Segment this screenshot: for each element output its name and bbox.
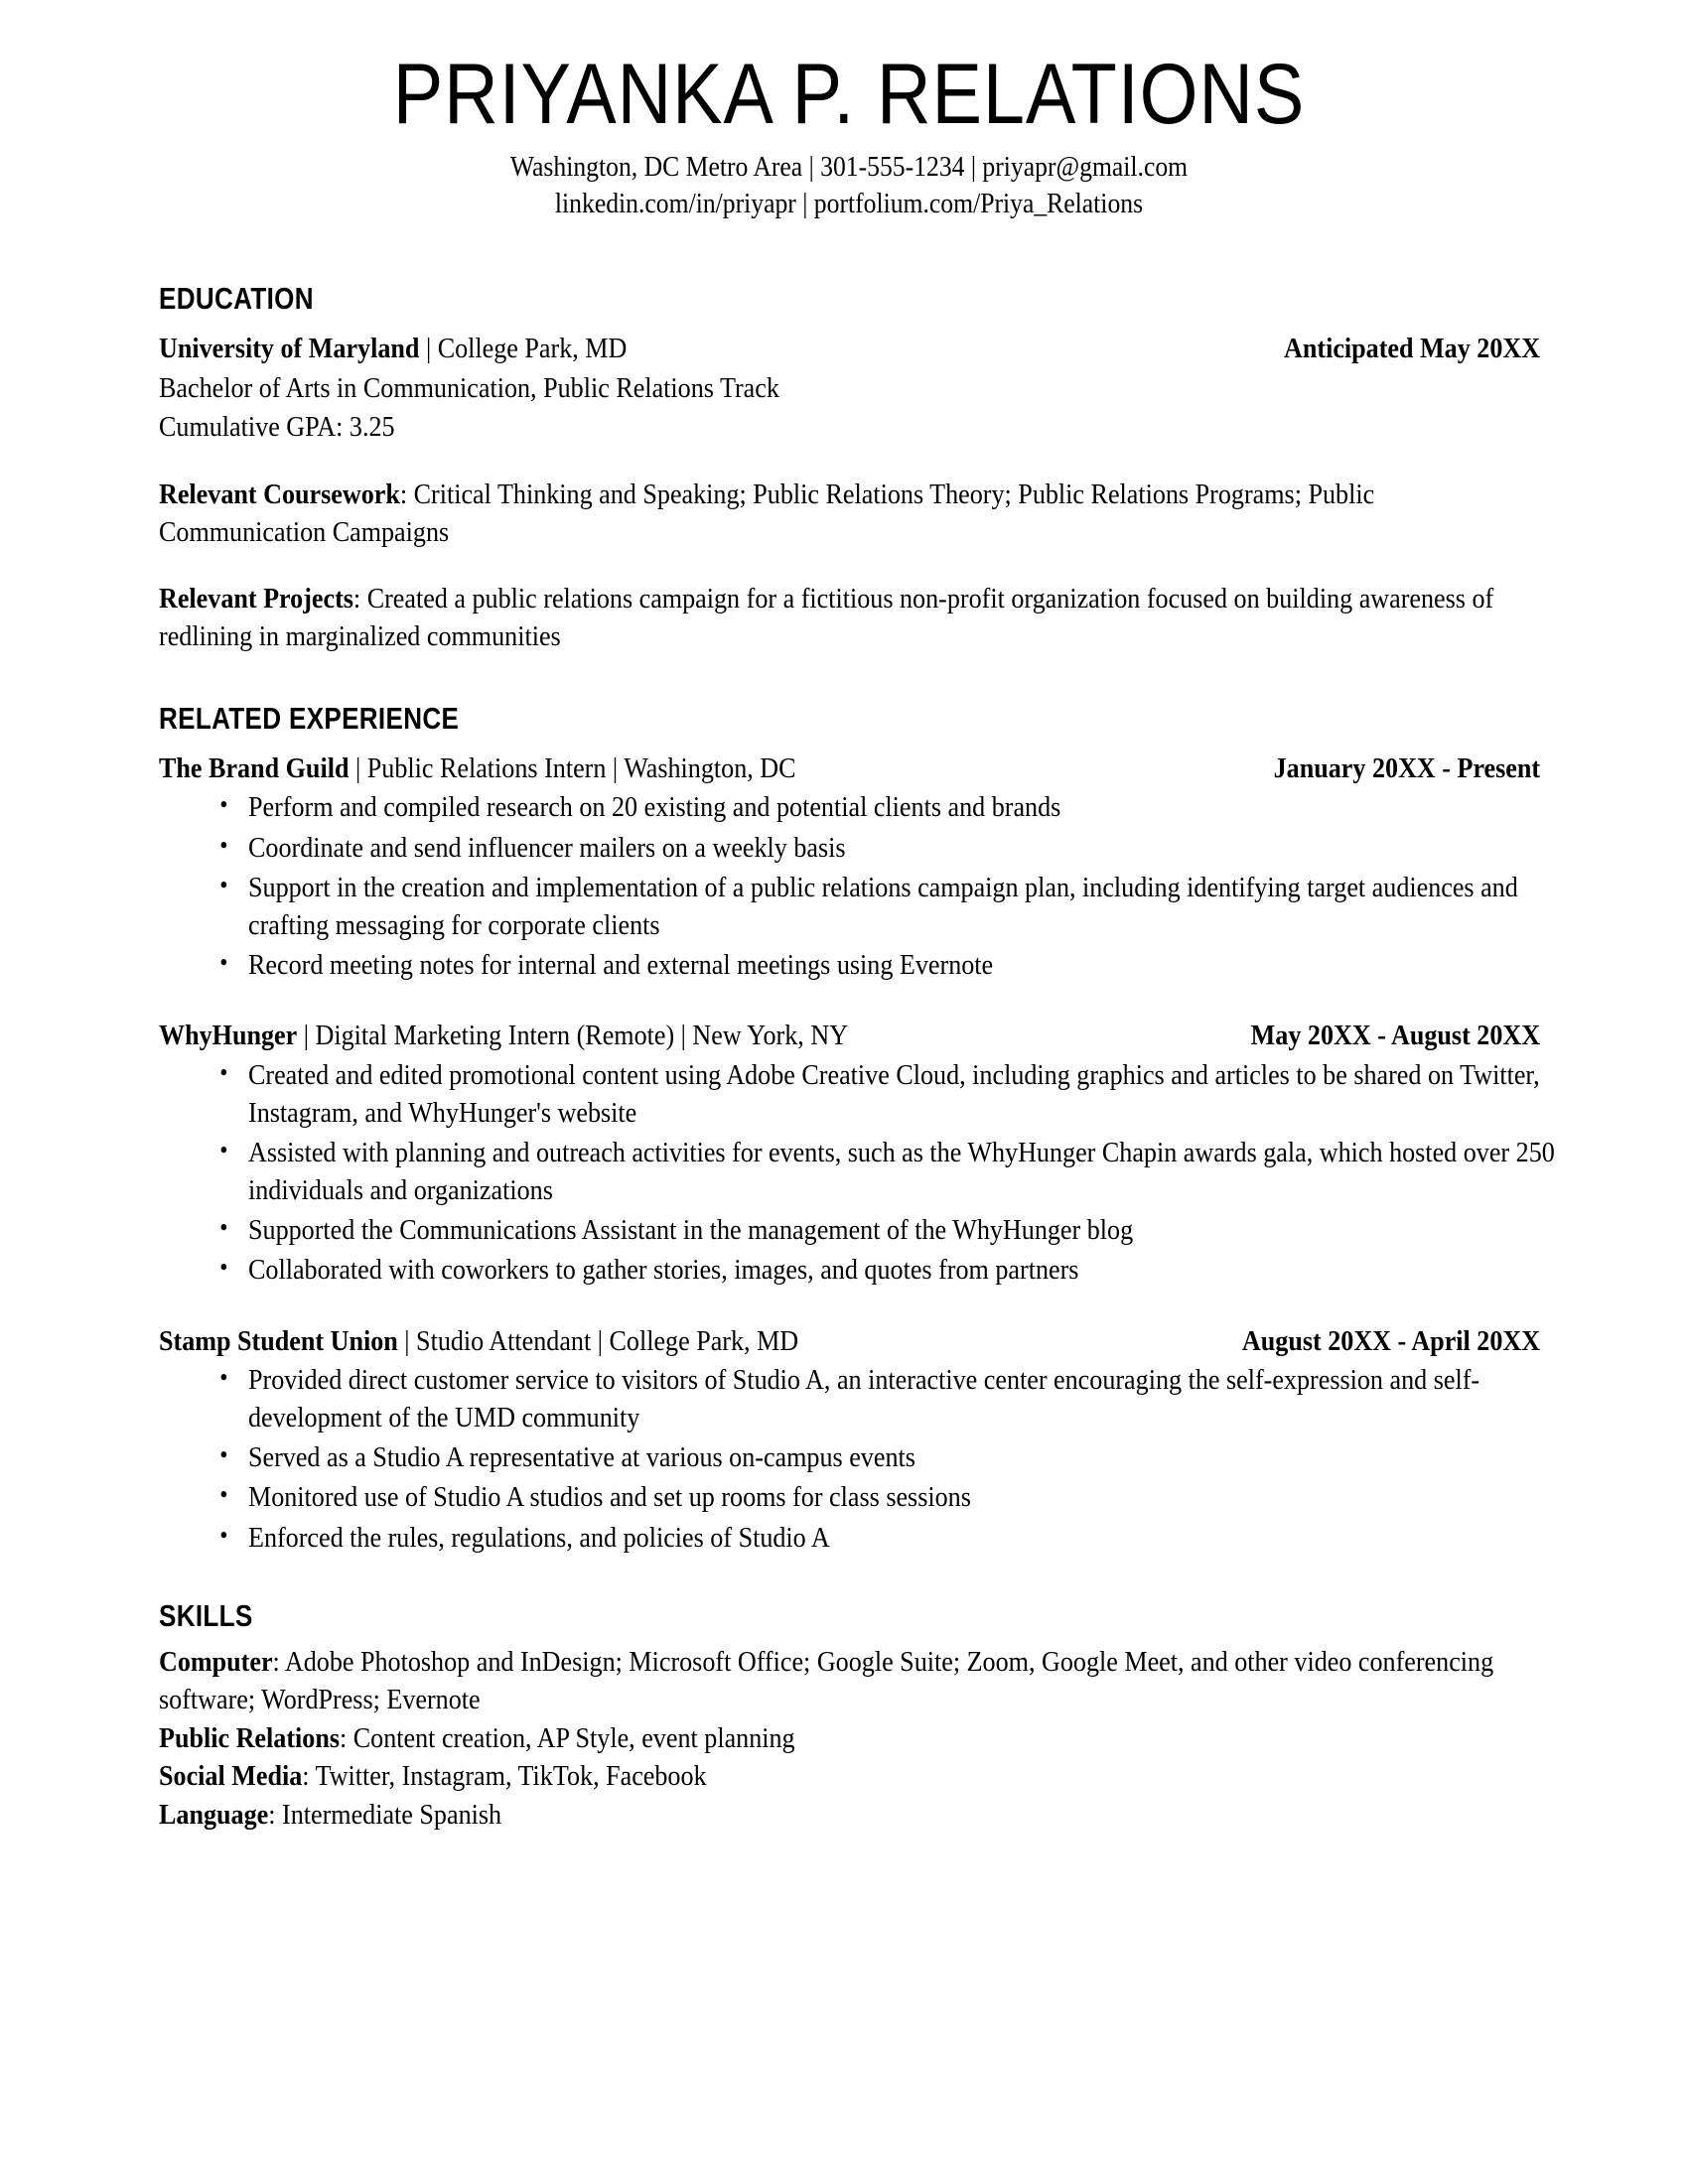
experience-date: May 20XX - August 20XX	[1250, 1020, 1541, 1052]
experience-bullet: • Created and edited promotional content using Adobe Creative Cloud, including graphics and articles to be shared on Twitter, Instagram, and WhyHunger's website	[219, 1057, 1601, 1132]
skills-label: Social Media	[159, 1760, 303, 1793]
education-section	[159, 281, 1539, 656]
experience-entry-header	[159, 1018, 1540, 1055]
education-entry-row	[159, 331, 1540, 368]
experience-bullet: • Perform and compiled research on 20 existing and potential clients and brands	[219, 789, 1601, 827]
experience-bullet-list	[159, 1057, 1601, 1290]
experience-employer-line	[159, 1323, 798, 1361]
skills-value: : Twitter, Instagram, TikTok, Facebook	[302, 1760, 707, 1793]
education-school-name: University of Maryland	[159, 332, 420, 364]
experience-bullet: • Assisted with planning and outreach activities for events, such as the WhyHunger Chapin awards gala, which hosted over 250 individuals and organizations	[219, 1135, 1601, 1209]
experience-bullet: • Record meeting notes for internal and external meetings using Evernote	[219, 947, 1601, 985]
skills-row-language	[159, 1797, 1540, 1835]
candidate-name: PRIYANKA P. RELATIONS	[392, 47, 1306, 142]
skills-label: Language	[159, 1799, 269, 1832]
experience-bullet: • Provided direct customer service to visitors of Studio A, an interactive center encouraging the self-expression and self-development of the UMD community	[219, 1362, 1601, 1436]
experience-role-location: | Digital Marketing Intern (Remote) | New York, NY	[297, 1020, 849, 1052]
experience-entry	[159, 1018, 1555, 1289]
experience-date: August 20XX - April 20XX	[1241, 1324, 1541, 1357]
education-heading: EDUCATION	[159, 280, 314, 316]
experience-entry	[159, 751, 1539, 985]
skills-label: Public Relations	[159, 1721, 340, 1754]
skills-value: : Content creation, AP Style, event planning	[339, 1721, 795, 1754]
experience-bullet: • Supported the Communications Assistant in the management of the WhyHunger blog	[219, 1212, 1601, 1250]
education-school-location: | College Park, MD	[419, 332, 628, 364]
skills-row-computer	[159, 1644, 1540, 1718]
experience-section	[159, 700, 1555, 1558]
experience-entry	[159, 1323, 1539, 1558]
experience-employer-name: Stamp Student Union	[159, 1324, 398, 1357]
skills-heading: SKILLS	[159, 1598, 253, 1634]
experience-employer-name: WhyHunger	[159, 1020, 298, 1052]
experience-bullet: • Monitored use of Studio A studios and set up rooms for class sessions	[219, 1479, 1601, 1517]
experience-entry-header	[159, 1323, 1540, 1361]
experience-bullet-list	[159, 789, 1601, 984]
skills-value: : Adobe Photoshop and InDesign; Microsoft Office; Google Suite; Zoom, Google Meet, and other video conferencing software; WordPress; Evernote	[159, 1646, 1494, 1715]
experience-bullet: • Enforced the rules, regulations, and policies of Studio A	[219, 1520, 1601, 1558]
experience-bullet-list	[159, 1362, 1601, 1557]
education-degree: Bachelor of Arts in Communication, Public Relations Track	[159, 371, 779, 404]
resume-header	[159, 47, 1539, 223]
experience-employer-line	[159, 1018, 848, 1055]
experience-bullet: • Served as a Studio A representative at various on-campus events	[219, 1439, 1601, 1477]
contact-line-location-phone-email: Washington, DC Metro Area | 301-555-1234 | priyapr@gmail.com	[509, 151, 1189, 183]
skills-label: Computer	[159, 1646, 273, 1679]
experience-bullet: • Collaborated with coworkers to gather stories, images, and quotes from partners	[219, 1252, 1601, 1290]
skills-section	[159, 1598, 1539, 1834]
relevant-projects-text: : Created a public relations campaign for a fictitious non-profit organization focused on building awareness of redlining in marginalized communities	[159, 583, 1494, 653]
experience-role-location: | Studio Attendant | College Park, MD	[397, 1324, 799, 1357]
experience-role-location: | Public Relations Intern | Washington, DC	[349, 751, 796, 784]
skills-value: : Intermediate Spanish	[268, 1799, 502, 1832]
experience-employer-line	[159, 751, 796, 788]
experience-date: January 20XX - Present	[1273, 751, 1541, 784]
relevant-projects	[159, 581, 1540, 655]
experience-entry-header	[159, 751, 1540, 788]
education-gpa: Cumulative GPA: 3.25	[159, 411, 395, 444]
relevant-projects-label: Relevant Projects	[159, 583, 353, 615]
skills-row-social-media	[159, 1758, 1540, 1796]
education-school-line	[159, 331, 627, 368]
experience-heading: RELATED EXPERIENCE	[159, 700, 460, 736]
contact-line-links: linkedin.com/in/priyapr | portfolium.com/Priya_Relations	[554, 189, 1144, 220]
relevant-coursework-label: Relevant Coursework	[159, 478, 400, 510]
education-date: Anticipated May 20XX	[1284, 332, 1541, 364]
experience-employer-name: The Brand Guild	[159, 751, 350, 784]
experience-bullet: • Coordinate and send influencer mailers on a weekly basis	[219, 830, 1601, 868]
relevant-coursework-text: : Critical Thinking and Speaking; Public Relations Theory; Public Relations Programs; Public Communication Campaigns	[159, 478, 1375, 548]
relevant-coursework	[159, 477, 1540, 551]
experience-bullet: • Support in the creation and implementation of a public relations campaign plan, including identifying target audiences and crafting messaging for corporate clients	[219, 870, 1601, 944]
skills-row-public-relations	[159, 1720, 1540, 1758]
